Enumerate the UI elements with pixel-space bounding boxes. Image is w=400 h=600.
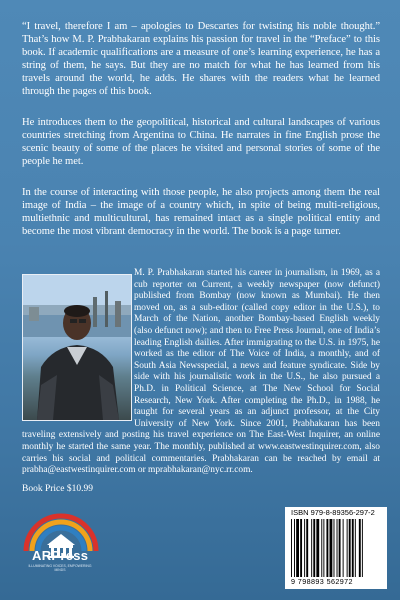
isbn-label: ISBN 979-8-89356-297-2 (291, 508, 375, 517)
book-price: Book Price $10.99 (22, 484, 93, 494)
intro-paragraph: “I travel, therefore I am – apologies to Descartes for twisting his noble thought.” That’s how M. P. Prabhakaran explains his passion for travel in the “Preface” to this book. If academic qualifications are a measure of one’s learning experience, he has a string of them, he says. But they are no match for what he has learned from his travels around the world, he adds. He shares with the readers what he learned through the pages of this book. (22, 21, 380, 97)
author-bio (22, 268, 380, 477)
isbn-barcode-box (285, 507, 387, 589)
third-paragraph: In the course of interacting with those people, he also projects among them the real image of India – the image of a country which, in spite of being multi-religious, multiethnic and multicultural, has remained intact as a single political entity and become the most vibrant democracy in the world. The book is a page turner. (22, 187, 380, 237)
publisher-name: ARPress (32, 548, 89, 563)
author-bio-text: M. P. Prabhakaran started his career in journalism, in 1969, as a cub reporter on Current, a weekly newspaper (now defunct) published from Bombay (now known as Mumbai). He then moved on, as a sub-editor (called copy editor in the U.S.), to March of the Nation, another Bombay-based English weekly (also defunct now); and then to Free Press Journal, one of India’s leading English dailies. After immigrating to the U.S. in 1975, he worked as the editor of The Voice of India, a monthly, and of South Asia Newsspecial, a news and feature syndicate. Side by side with his journalistic work in the U.S., he also pursued a Ph.D. in Political Science, at The New School for Social Research, New York. After completing the Ph.D., in 1988, he taught for several years as an adjunct professor, at the City University of New York. Since 2001, Prabhakaran has been traveling extensively and posting his travel experience on The East-West Inquirer, an online monthly he started the same year. The monthly, published at www.eastwestinquirer.com, also carries his social and political commentaries. Prabhakaran can be reached by email at prabha@eastwestinquirer.com or mprabhakaran@nyc.rr.com. (22, 268, 380, 476)
barcode-number: 9 798893 562972 (291, 577, 353, 586)
barcode-icon (291, 519, 381, 577)
publisher-tagline: ILLUMINATING VOICES, EMPOWERING MINDS (28, 564, 92, 572)
photo-spacer (22, 268, 134, 426)
second-paragraph: He introduces them to the geopolitical, historical and cultural landscapes of various countries stretching from Argentina to China. He narrates in fine English prose the scenic beauty of some of the places he visited and personal stories of some of the people he met. (22, 117, 380, 167)
